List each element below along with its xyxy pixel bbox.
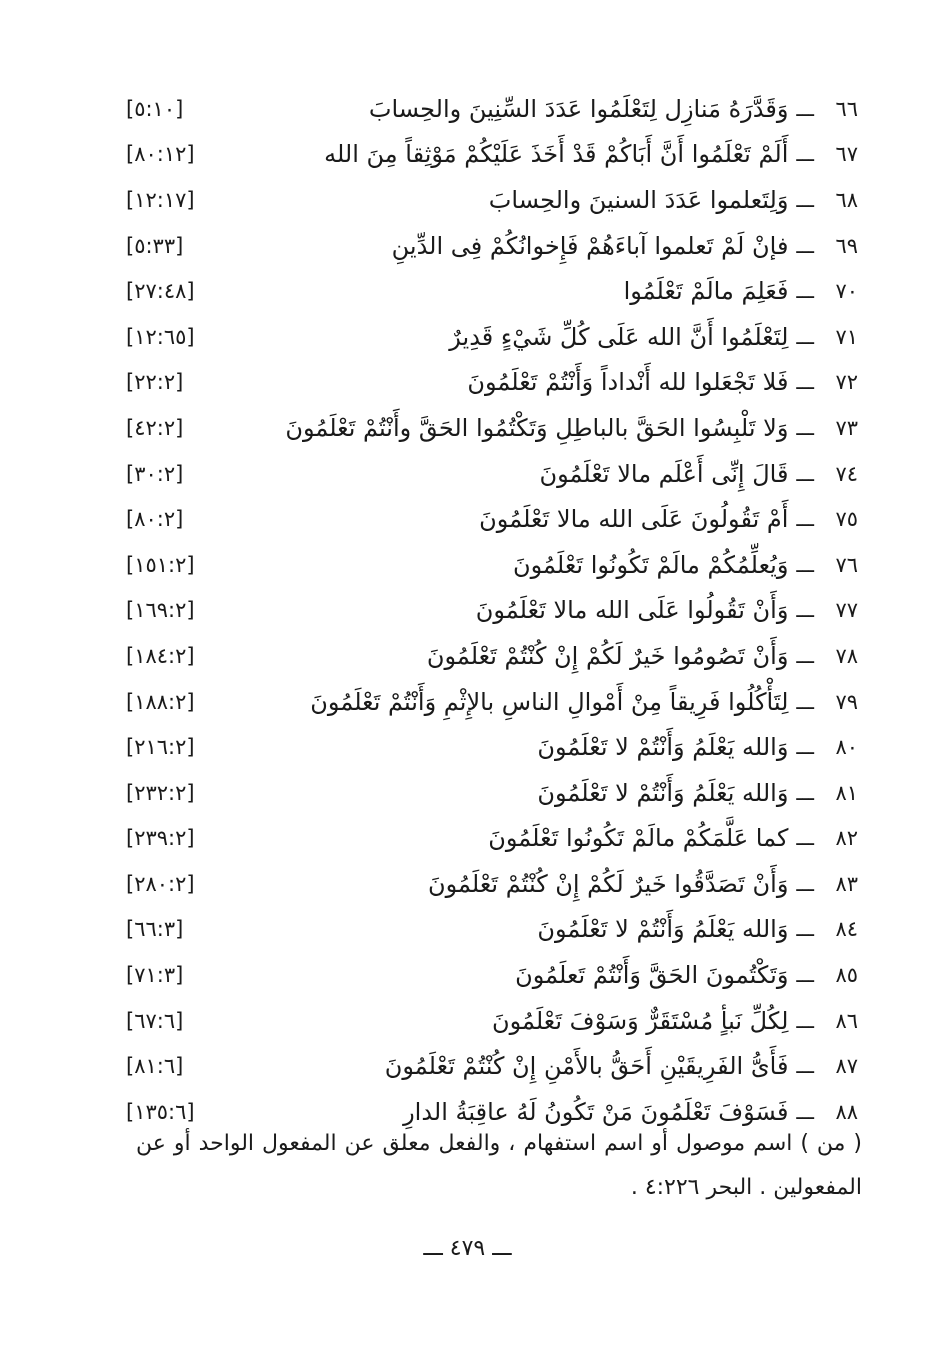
entry-number: ٨٦ [835,1008,858,1033]
verse-entry [118,86,858,132]
verse-text: فإنْ لَمْ تَعلموا آباءَهُمْ فَإِخوانُكُمْ فِى الدِّينِ [391,231,789,260]
verse-entry [118,770,858,816]
entry-dash: ـــ [796,963,814,988]
entry-dash: ـــ [796,598,814,623]
entry-number: ٧٩ [835,689,858,714]
entry-dash: ـــ [796,507,814,532]
verse-entry [118,588,858,634]
verse-line [537,733,858,761]
entry-number: ٨٤ [835,917,858,942]
verse-line [285,414,858,442]
verse-reference: [٥:٣٣] [126,233,184,258]
entry-number: ٧٣ [835,415,858,440]
entry-number: ٨٨ [835,1099,858,1124]
verse-line [537,779,858,807]
verse-reference: [٦٧:٦] [126,1008,184,1033]
entry-dash: ـــ [796,415,814,440]
entry-dash: ـــ [796,917,814,942]
verse-entry [118,952,858,998]
entry-number: ٧٨ [835,643,858,668]
verse-reference: [١٢:١٧] [126,187,195,212]
verse-reference: [٢٣٢:٢] [126,780,195,805]
verse-text: وَالله يَعْلَمُ وَأَنْتُمْ لا تَعْلَمُونَ [537,733,789,762]
entry-number: ٧٦ [835,552,858,577]
verse-reference: [١٣٥:٦] [126,1099,195,1124]
entry-dash: ـــ [796,689,814,714]
verse-entry [118,177,858,223]
verse-reference: [٢٢:٢] [126,370,184,395]
verse-entry [118,360,858,406]
verse-entry [118,132,858,178]
verse-text: فَلا تَجْعَلوا لله أَنْداداً وَأَنْتُمْ تَعْلَمُونَ [467,368,789,397]
verse-reference: [٢٨٠:٢] [126,871,195,896]
verse-reference: [١٨٨:٢] [126,689,195,714]
verse-reference: [٢٣٩:٢] [126,826,195,851]
entry-dash: ـــ [796,279,814,304]
verse-reference: [٦٦:٣] [126,917,184,942]
verse-line [427,642,858,670]
entry-number: ٦٧ [835,142,858,167]
verse-list [118,86,858,1135]
entry-number: ٧٢ [835,370,858,395]
verse-reference: [٨١:٦] [126,1054,184,1079]
verse-reference: [١٥١:٢] [126,552,195,577]
entry-dash: ـــ [796,735,814,760]
verse-line [392,232,858,260]
verse-reference: [٢٧:٤٨] [126,279,195,304]
verse-line [489,186,858,214]
entry-dash: ـــ [796,187,814,212]
entry-number: ٨٢ [835,826,858,851]
verse-text: وَالله يَعْلَمُ وَأَنْتُمْ لا تَعْلَمُونَ [537,778,789,807]
entry-dash: ـــ [796,324,814,349]
verse-entry [118,907,858,953]
entry-dash: ـــ [796,826,814,851]
entry-dash: ـــ [796,1008,814,1033]
verse-line [428,870,858,898]
verse-reference: [٣٠:٢] [126,461,184,486]
entry-number: ٦٨ [835,187,858,212]
verse-text: فَسَوْفَ تَعْلَمُونَ مَنْ تَكُونُ لَهُ عاقِبَةُ الدارِ [403,1097,789,1126]
verse-reference: [١٦٩:٢] [126,598,195,623]
entry-number: ٨٣ [835,871,858,896]
verse-text: وَقَدَّرَهُ مَنازِل لِتَعْلَمُوا عَدَدَ السِّنِينَ والحِسابَ [368,94,789,123]
verse-reference: [٨٠:١٢] [126,142,195,167]
entry-number: ٨٠ [835,735,858,760]
entry-dash: ـــ [796,96,814,121]
verse-entry [118,724,858,770]
verse-reference: [١٢:٦٥] [126,324,195,349]
verse-text: قَالَ إِنِّى أَعْلَم مالا تَعْلَمُونَ [539,459,789,488]
verse-text: وَأَنْ تَصُومُوا خَيرٌ لَكُمْ إِنْ كُنْتُمْ تَعْلَمُونَ [426,641,789,670]
entry-number: ٨٧ [835,1054,858,1079]
verse-entry [118,268,858,314]
verse-reference: [٧١:٣] [126,963,184,988]
verse-text: وَأَنْ تَقُولُوا عَلَى الله مالا تَعْلَمُونَ [475,596,789,625]
entry-dash: ـــ [796,780,814,805]
verse-text: وَلِتَعلموا عَدَدَ السنينَ والحِسابَ [488,185,789,214]
entry-number: ٨١ [835,780,858,805]
entry-dash: ـــ [796,142,814,167]
verse-line [324,140,858,168]
verse-text: لِكُلِّ نَبأٍ مُسْتَقَرٌّ وَسَوْفَ تَعْلَمُونَ [491,1006,789,1035]
verse-text: كما عَلَّمَكُمْ مالَمْ تَكُونُوا تَعْلَمُونَ [488,824,789,853]
verse-entry [118,496,858,542]
entry-number: ٧٧ [835,598,858,623]
verse-line [310,688,858,716]
entry-number: ٨٥ [835,963,858,988]
entry-dash: ـــ [796,233,814,258]
verse-entry [118,679,858,725]
verse-text: وَأَنْ تَصَدَّقُوا خَيرٌ لَكُمْ إِنْ كُنْتُمْ تَعْلَمُونَ [428,869,789,898]
verse-text: لِتَعْلَمُوا أَنَّ الله عَلَى كُلِّ شَيْءٍ قَدِيرٌ [449,322,789,351]
verse-line [492,1007,858,1035]
verse-entry [118,314,858,360]
verse-line [449,323,858,351]
verse-reference: [٨٠:٢] [126,507,184,532]
verse-line [537,915,858,943]
entry-number: ٦٦ [835,96,858,121]
verse-text: وَلا تَلْبِسُوا الحَقَّ بالباطِلِ وَتَكْتُمُوا الحَقَّ وأَنْتُمْ تَعْلَمُونَ [285,413,789,442]
verse-entry [118,542,858,588]
verse-text: فَعَلِمَ مالَمْ تَعْلَمُوا [623,277,789,306]
entry-dash: ـــ [796,552,814,577]
entry-number: ٧١ [835,324,858,349]
verse-line [385,1052,858,1080]
verse-line [488,824,858,852]
verse-line [515,961,858,989]
verse-text: فَأَىُّ الفَرِيقَيْنِ أَحَقُّ بالأَمْنِ إِنْ كُنْتُمْ تَعْلَمُونَ [384,1052,789,1081]
verse-reference: [٤٢:٢] [126,415,184,440]
verse-entry [118,1043,858,1089]
entry-dash: ـــ [796,643,814,668]
verse-text: لِتَأْكُلُوا فَرِيقاً مِنْ أَمْوالِ الناسِ بالإِثْمِ وَأَنْتُمْ تَعْلَمُونَ [310,687,789,716]
entry-dash: ـــ [796,871,814,896]
verse-entry [118,998,858,1044]
verse-line [467,368,858,396]
footnote: ( من ) اسم موصول أو اسم استفهام ، والفعل معلق عن المفعول الواحد أو عن المفعولين . البحر ٤:٢٢٦ . [136,1131,862,1200]
verse-line [369,95,858,123]
verse-line [479,505,858,533]
verse-line [539,460,858,488]
verse-entry [118,405,858,451]
verse-entry [118,861,858,907]
entry-number: ٦٩ [835,233,858,258]
entry-number: ٧٥ [835,507,858,532]
verse-entry [118,223,858,269]
entry-dash: ـــ [796,461,814,486]
verse-text: أَلَمْ تَعْلَمُوا أَنَّ أَبَاكُمْ قَدْ أَخَذَ عَلَيْكُمْ مَوْثِقاً مِنَ الله [324,140,789,169]
verse-reference: [٢١٦:٢] [126,735,195,760]
verse-line [624,277,858,305]
verse-text: وَيُعلِّمُكُمْ مالَمْ تَكُونُوا تَعْلَمُونَ [513,550,789,579]
entry-number: ٧٤ [835,461,858,486]
verse-entry [118,451,858,497]
verse-reference: [٥:١٠] [126,96,184,121]
verse-text: وَتَكْتُمونَ الحَقَّ وَأَنْتُمْ تَعلَمُونَ [515,961,789,990]
entry-number: ٧٠ [835,279,858,304]
verse-line [476,596,858,624]
verse-entry [118,633,858,679]
entry-dash: ـــ [796,1099,814,1124]
entry-dash: ـــ [796,370,814,395]
entry-dash: ـــ [796,1054,814,1079]
verse-entry [118,816,858,862]
verse-text: وَالله يَعْلَمُ وَأَنْتُمْ لا تَعْلَمُونَ [537,915,789,944]
page-number: ـــ ٤٧٩ ـــ [423,1236,512,1261]
verse-text: أَمْ تَقُولُونَ عَلَى الله مالا تَعْلَمُونَ [479,505,789,534]
verse-line [513,551,858,579]
verse-reference: [١٨٤:٢] [126,643,195,668]
